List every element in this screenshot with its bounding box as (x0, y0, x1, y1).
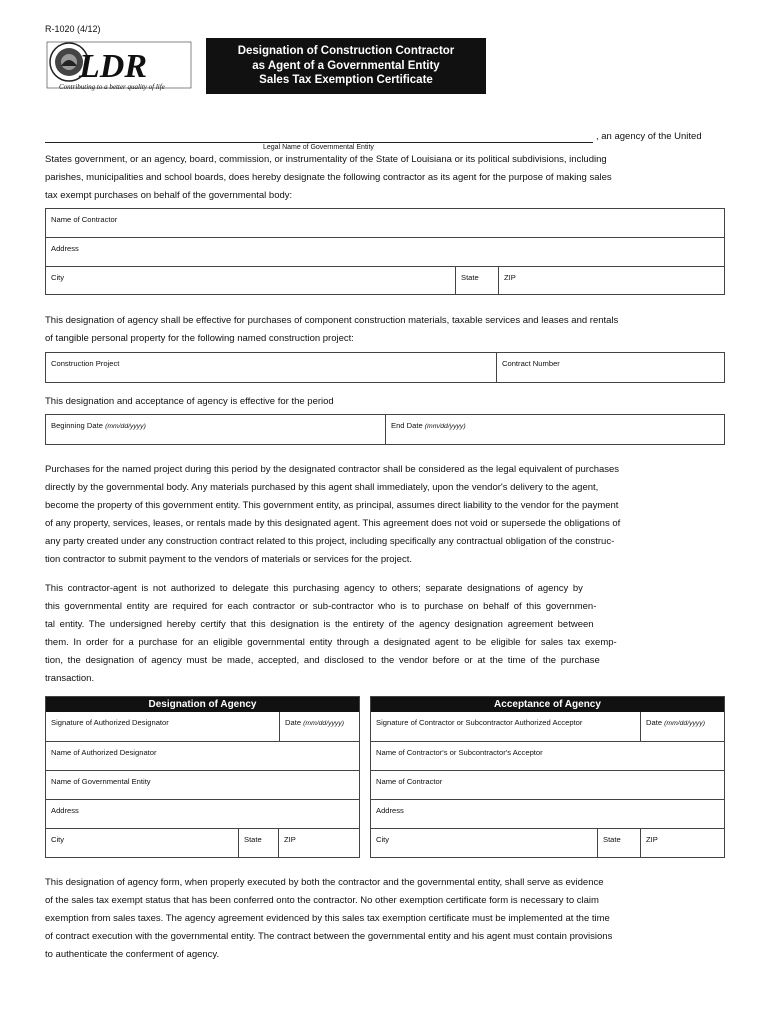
period-text: This designation and acceptance of agency is effective for the period (45, 396, 334, 407)
governmental-entity-field[interactable] (46, 771, 359, 800)
governmental-entity-label: Name of Governmental Entity (51, 777, 151, 786)
project-para-line-1: This designation of agency shall be effective for purchases of component construction materials, taxable services and leases and rentals (45, 315, 619, 326)
para3-line: of the sales tax exempt status that has been conferred onto the contractor. No other exemption certificate form is necessary to claim (45, 895, 599, 906)
para1-line: directly by the governmental body. Any materials purchased by this agent shall immediately, upon the vendor's delivery to the agent, (45, 482, 599, 493)
acceptor-name-field[interactable] (371, 742, 724, 771)
contract-number-label: Contract Number (502, 359, 560, 368)
form-number: R-1020 (4/12) (45, 24, 101, 34)
construction-project-field[interactable] (46, 353, 497, 382)
acceptance-zip-field[interactable] (641, 829, 724, 857)
para2-line: them. In order for a purchase for an eligible governmental entity through a designated agent to be eligible for sales tax exemp- (45, 637, 617, 648)
para3-line: exemption from sales taxes. The agency agreement evidenced by this sales tax exemption certificate must be implemented at the time (45, 913, 610, 924)
designator-signature-field[interactable] (46, 712, 280, 742)
designator-name-field[interactable] (46, 742, 359, 771)
acceptance-box (370, 696, 725, 858)
beginning-date-label: Beginning Date (51, 421, 103, 430)
para1-line: Purchases for the named project during this period by the designated contractor shall be considered as the legal equivalent of purchases (45, 464, 620, 475)
svg-text:LDR: LDR (79, 48, 147, 85)
ldr-logo (45, 38, 193, 94)
designator-signature-label: Signature of Authorized Designator (51, 718, 169, 727)
para2-line: this governmental entity are required for each contractor or sub-contractor who is to purchase on behalf of this governmen- (45, 601, 597, 612)
intro-line-1-tail: , an agency of the United (596, 131, 702, 142)
designation-state-label: State (244, 835, 262, 844)
acceptance-zip-label: ZIP (646, 835, 658, 844)
acceptance-city-field[interactable] (371, 829, 598, 857)
designator-date-label: Date (285, 718, 302, 727)
construction-project-label: Construction Project (51, 359, 120, 368)
evidence-paragraph (45, 874, 730, 964)
para1-line: tion contractor to submit payment to the vendors of materials or services for the project. (45, 554, 412, 565)
intro-line-4: tax exempt purchases on behalf of the governmental body: (45, 190, 293, 201)
acceptance-contractor-label: Name of Contractor (376, 777, 443, 786)
designation-address-label: Address (51, 806, 79, 815)
contractor-name-label: Name of Contractor (51, 215, 118, 224)
contractor-box (45, 208, 725, 295)
intro-line-3: parishes, municipalities and school boards, does hereby designate the following contractor as its agent for the purpose of making sales (45, 172, 612, 183)
contractor-state-field[interactable] (456, 267, 499, 294)
title-line-1: Designation of Construction Contractor (237, 45, 455, 58)
contractor-state-label: State (461, 273, 479, 282)
acceptance-contractor-field[interactable] (371, 771, 724, 800)
designator-date-format: (mm/dd/yyyy) (303, 720, 344, 727)
beginning-date-format: (mm/dd/yyyy) (105, 423, 146, 430)
para3-line: to authenticate the conferment of agency. (45, 949, 220, 960)
acceptor-signature-label: Signature of Contractor or Subcontractor Authorized Acceptor (376, 718, 583, 727)
project-box (45, 352, 725, 383)
para2-line: transaction. (45, 673, 95, 684)
designation-city-label: City (51, 835, 65, 844)
svg-text:Contributing to a better quali: Contributing to a better quality of life (59, 83, 165, 91)
para3-line: of contract execution with the governmental entity. The contract between the governmental entity and his agent must contain provisions (45, 931, 613, 942)
purchases-paragraph (45, 461, 730, 569)
acceptance-city-label: City (376, 835, 390, 844)
project-para-line-2: of tangible personal property for the following named construction project: (45, 333, 354, 344)
acceptance-state-field[interactable] (598, 829, 641, 857)
designator-name-label: Name of Authorized Designator (51, 748, 157, 757)
designation-zip-label: ZIP (284, 835, 296, 844)
end-date-label: End Date (391, 421, 423, 430)
end-date-format: (mm/dd/yyyy) (424, 423, 466, 430)
para1-line: become the property of this government entity. This government entity, as principal, assumes direct liability to the vendor for the payment (45, 500, 619, 511)
para2-line: tion, the designation of agency must be made, accepted, and disclosed to the vendor before or at the time of the purchase (45, 655, 600, 666)
contractor-address-field[interactable] (46, 238, 724, 267)
contractor-zip-label: ZIP (504, 273, 516, 282)
state-seal-icon (45, 38, 193, 94)
designation-city-field[interactable] (46, 829, 239, 857)
para1-line: of any property, services, leases, or rentals made by this designated agent. This agreement does not void or supersede the obligations of (45, 518, 621, 529)
acceptance-state-label: State (603, 835, 621, 844)
contractor-name-field[interactable] (46, 209, 724, 238)
acceptance-header: Acceptance of Agency (371, 697, 724, 712)
para1-line: any party created under any construction contract related to this project, including specifically any contractual obligation of the construc- (45, 536, 615, 547)
designation-box (45, 696, 360, 858)
title-line-2: as Agent of a Governmental Entity (252, 59, 440, 72)
legal-name-caption: Legal Name of Governmental Entity (263, 144, 374, 151)
legal-name-input[interactable] (45, 131, 593, 143)
contractor-city-label: City (51, 273, 65, 282)
acceptor-date-label: Date (646, 718, 663, 727)
beginning-date-field[interactable] (46, 415, 386, 444)
contractor-city-field[interactable] (46, 267, 456, 294)
para3-line: This designation of agency form, when properly executed by both the contractor and the governmental entity, shall serve as evidence (45, 877, 604, 888)
acceptance-address-label: Address (376, 806, 404, 815)
contractor-zip-field[interactable] (499, 267, 724, 294)
acceptor-date-format: (mm/dd/yyyy) (664, 720, 705, 727)
period-box (45, 414, 725, 445)
contract-number-field[interactable] (497, 353, 724, 382)
acceptance-address-field[interactable] (371, 800, 724, 829)
designation-state-field[interactable] (239, 829, 279, 857)
designator-date-field[interactable] (280, 712, 359, 742)
acceptor-signature-field[interactable] (371, 712, 641, 742)
acceptor-name-label: Name of Contractor's or Subcontractor's Acceptor (376, 748, 543, 757)
title-line-3: Sales Tax Exemption Certificate (259, 74, 433, 87)
intro-line-2: States government, or an agency, board, commission, or instrumentality of the State of Louisiana or its political subdivisions, including (45, 154, 607, 165)
designation-address-field[interactable] (46, 800, 359, 829)
contractor-address-label: Address (51, 244, 79, 253)
end-date-field[interactable] (386, 415, 724, 444)
para2-line: tal entity. The undersigned hereby certify that this designation is the entirety of the agency designation agreement between (45, 619, 594, 630)
para2-line: This contractor-agent is not authorized to delegate this purchasing agency to others; separate designations of agency by (45, 583, 583, 594)
designation-zip-field[interactable] (279, 829, 359, 857)
designation-header: Designation of Agency (46, 697, 359, 712)
delegation-paragraph (45, 580, 730, 688)
acceptor-date-field[interactable] (641, 712, 724, 742)
form-title (206, 38, 486, 94)
